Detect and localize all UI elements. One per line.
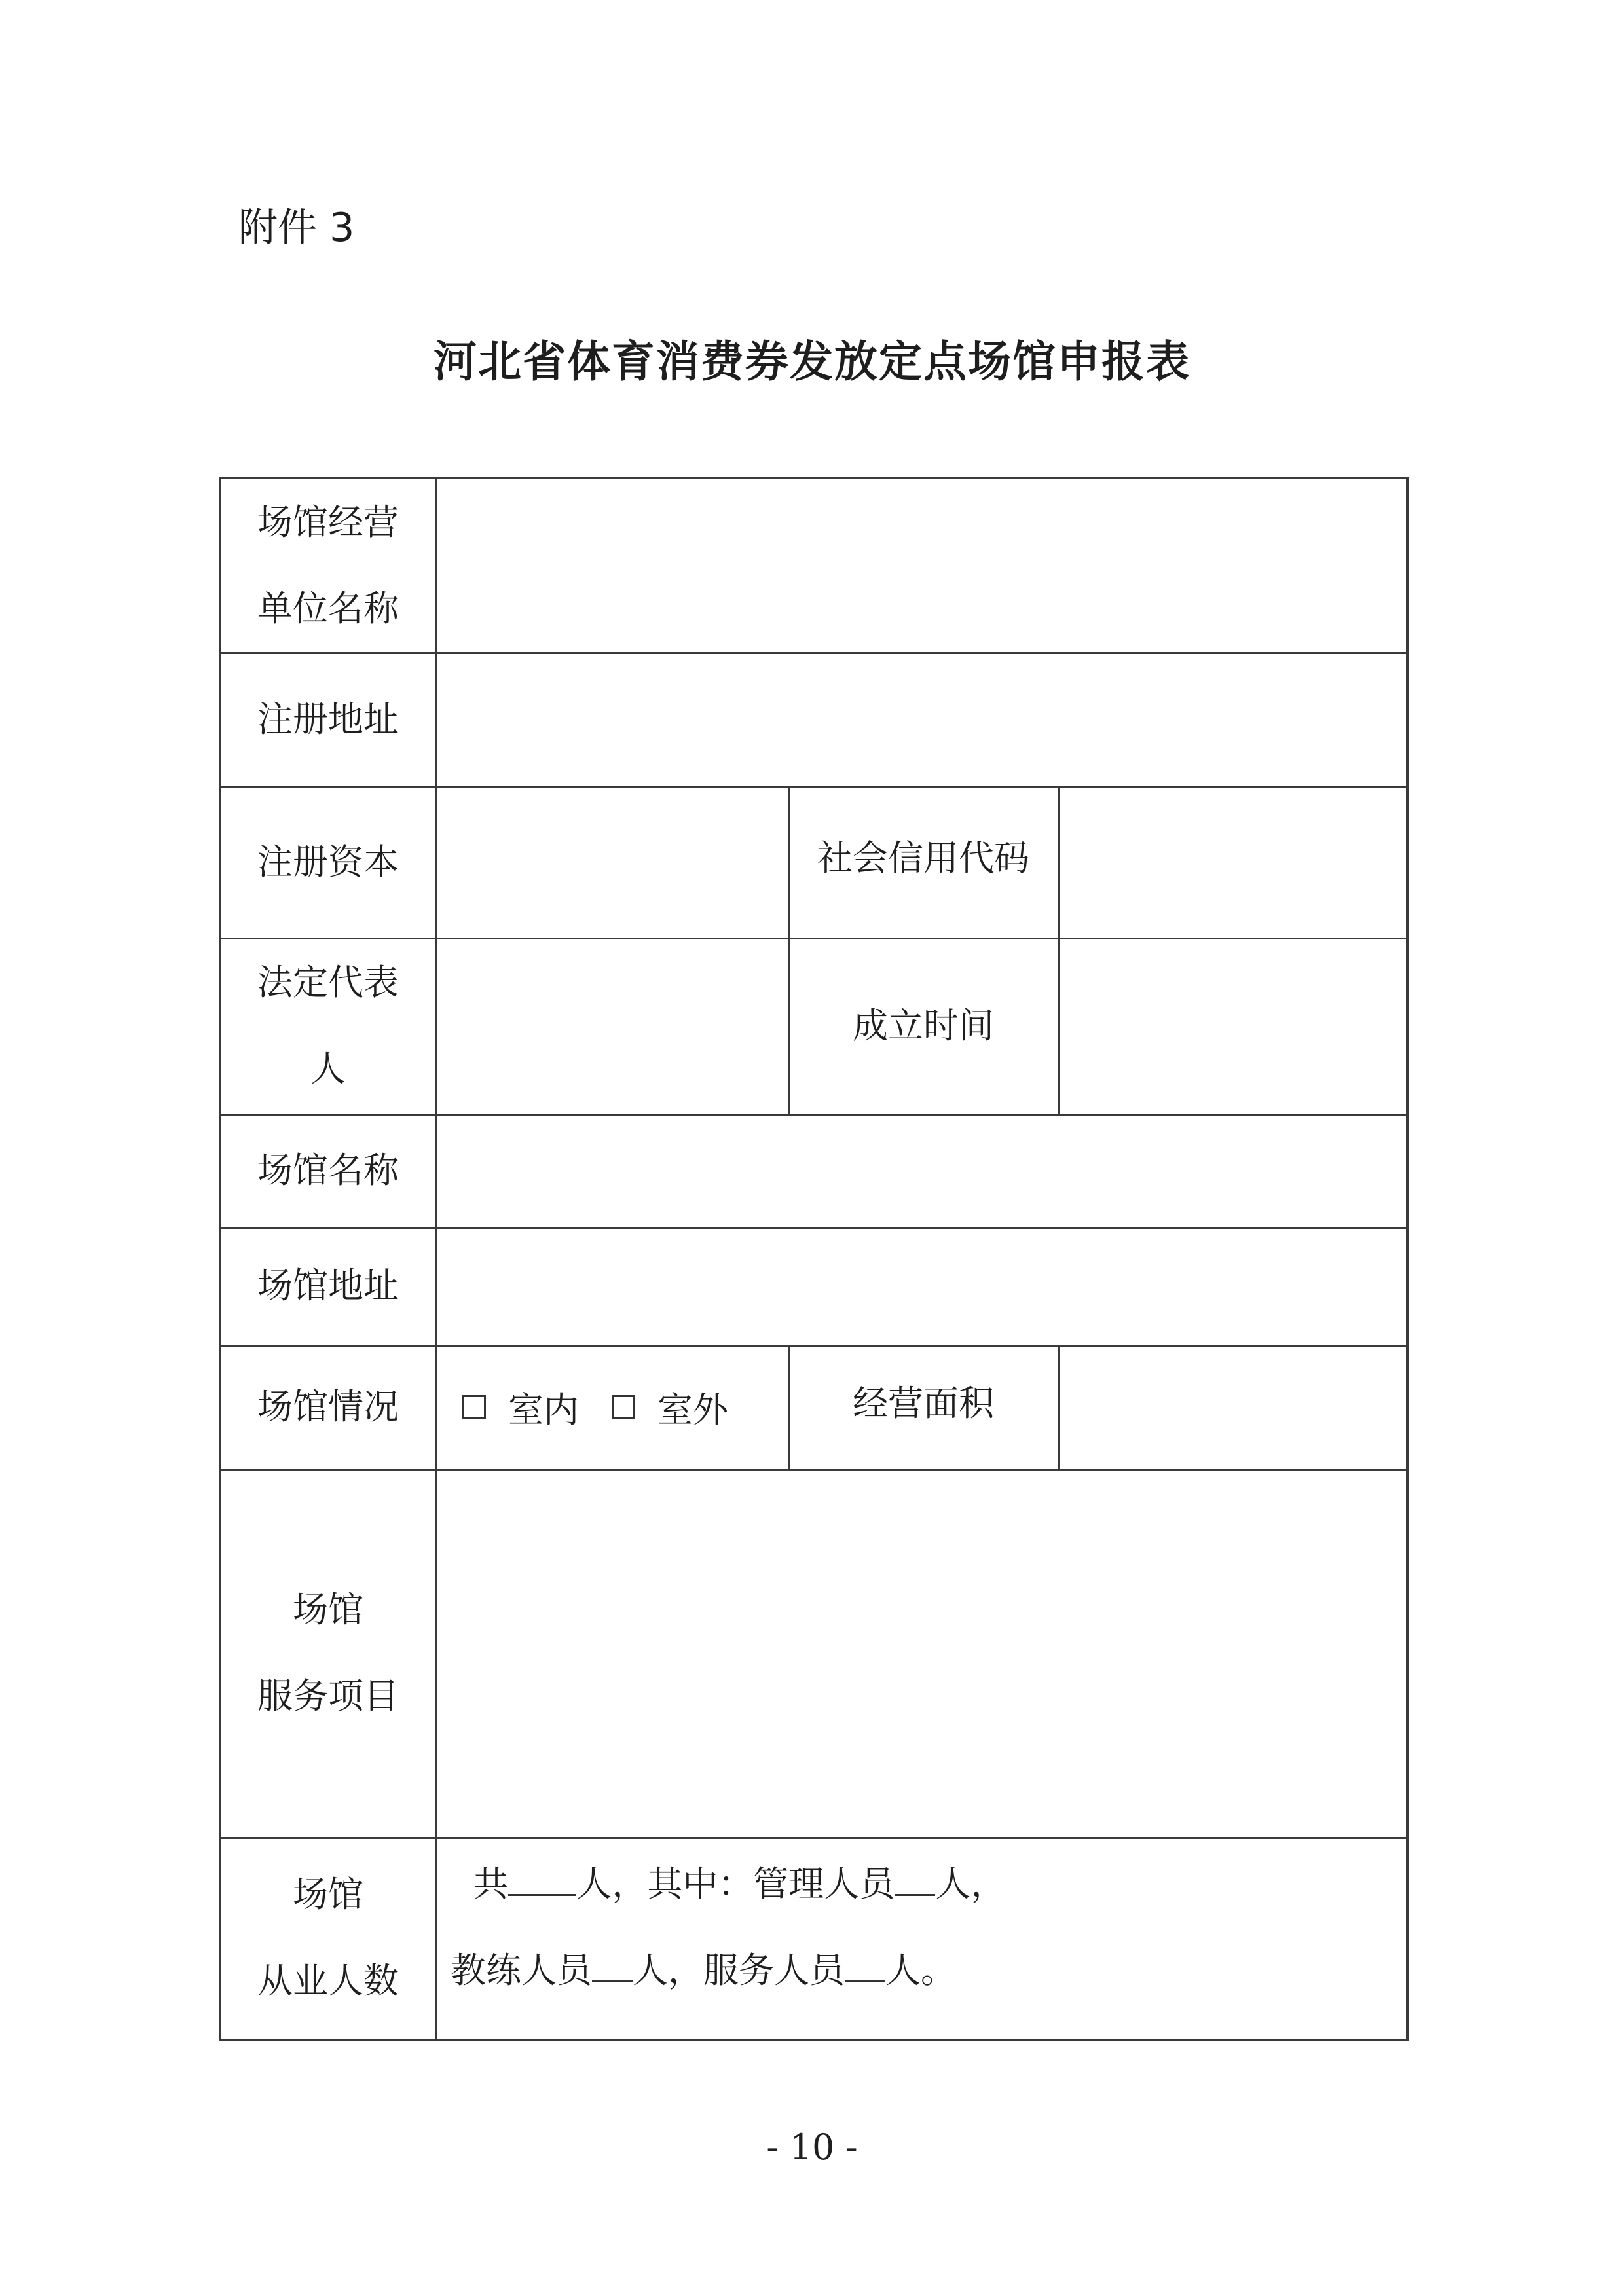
label-line: 场馆经营: [257, 501, 399, 543]
column-divider: [1058, 786, 1060, 1114]
indoor-label: 室内: [508, 1389, 579, 1430]
staff-text: 人，服务人员: [633, 1950, 845, 1991]
staff-counts: [451, 1841, 1400, 2014]
services-field[interactable]: [444, 1469, 1400, 1837]
staff-text: 人，: [935, 1863, 1006, 1904]
outdoor-checkbox[interactable]: [612, 1395, 635, 1419]
staff-label: [221, 1837, 435, 2039]
area-field[interactable]: [1066, 1345, 1400, 1469]
staff-text: 人。: [885, 1950, 956, 1991]
label-line: 从业人数: [257, 1960, 399, 2001]
label-line: 法定代表: [257, 961, 399, 1003]
registered-address-label: 注册地址: [257, 698, 399, 740]
label-line: 单位名称: [257, 588, 399, 629]
venue-name-label: 场馆名称: [257, 1149, 399, 1191]
form-title: 河北省体育消费券发放定点场馆申报表: [434, 337, 1190, 387]
label-line: 服务项目: [257, 1675, 399, 1717]
registered-capital-field[interactable]: [444, 786, 784, 938]
operator-name-field[interactable]: [444, 479, 1400, 652]
staff-text: 人，其中：管理人员: [576, 1863, 895, 1904]
registered-capital-label: 注册资本: [257, 841, 399, 883]
venue-type-label: 场馆情况: [257, 1386, 399, 1427]
registered-address-field[interactable]: [444, 652, 1400, 786]
column-divider: [1058, 1345, 1060, 1469]
staff-line-1: [451, 1841, 1400, 1927]
label-line: 场馆: [293, 1589, 363, 1630]
legal-rep-label: [221, 938, 435, 1114]
credit-code-field[interactable]: [1066, 786, 1400, 938]
label-line: 人: [310, 1048, 346, 1089]
column-divider: [435, 479, 437, 2039]
venue-address-label: 场馆地址: [257, 1265, 399, 1306]
option-indoor[interactable]: [462, 1382, 579, 1432]
application-form: [219, 477, 1409, 2041]
outdoor-label: 室外: [657, 1389, 728, 1430]
page-number: - 10 -: [766, 2126, 858, 2168]
staff-line-2: [451, 1927, 1400, 2014]
operator-name-label: [221, 479, 435, 652]
venue-address-field[interactable]: [444, 1227, 1400, 1345]
established-field[interactable]: [1066, 938, 1400, 1114]
venue-type-options: [462, 1345, 790, 1469]
management-staff-blank[interactable]: [895, 1861, 935, 1896]
label-line: 场馆: [293, 1874, 363, 1915]
staff-text: 教练人员: [451, 1950, 592, 1991]
area-label: 经营面积: [853, 1383, 994, 1424]
established-label: 成立时间: [853, 1004, 994, 1046]
indoor-checkbox[interactable]: [462, 1395, 486, 1419]
total-staff-blank[interactable]: [508, 1861, 576, 1896]
option-outdoor[interactable]: [612, 1382, 728, 1432]
coach-staff-blank[interactable]: [592, 1948, 633, 1982]
venue-name-field[interactable]: [444, 1114, 1400, 1227]
attachment-label: 附件 3: [238, 205, 355, 251]
services-label: [221, 1469, 435, 1837]
service-staff-blank[interactable]: [845, 1948, 885, 1982]
legal-rep-field[interactable]: [444, 938, 784, 1114]
credit-code-label: 社会信用代码: [817, 837, 1029, 879]
staff-text: 共: [473, 1863, 509, 1904]
